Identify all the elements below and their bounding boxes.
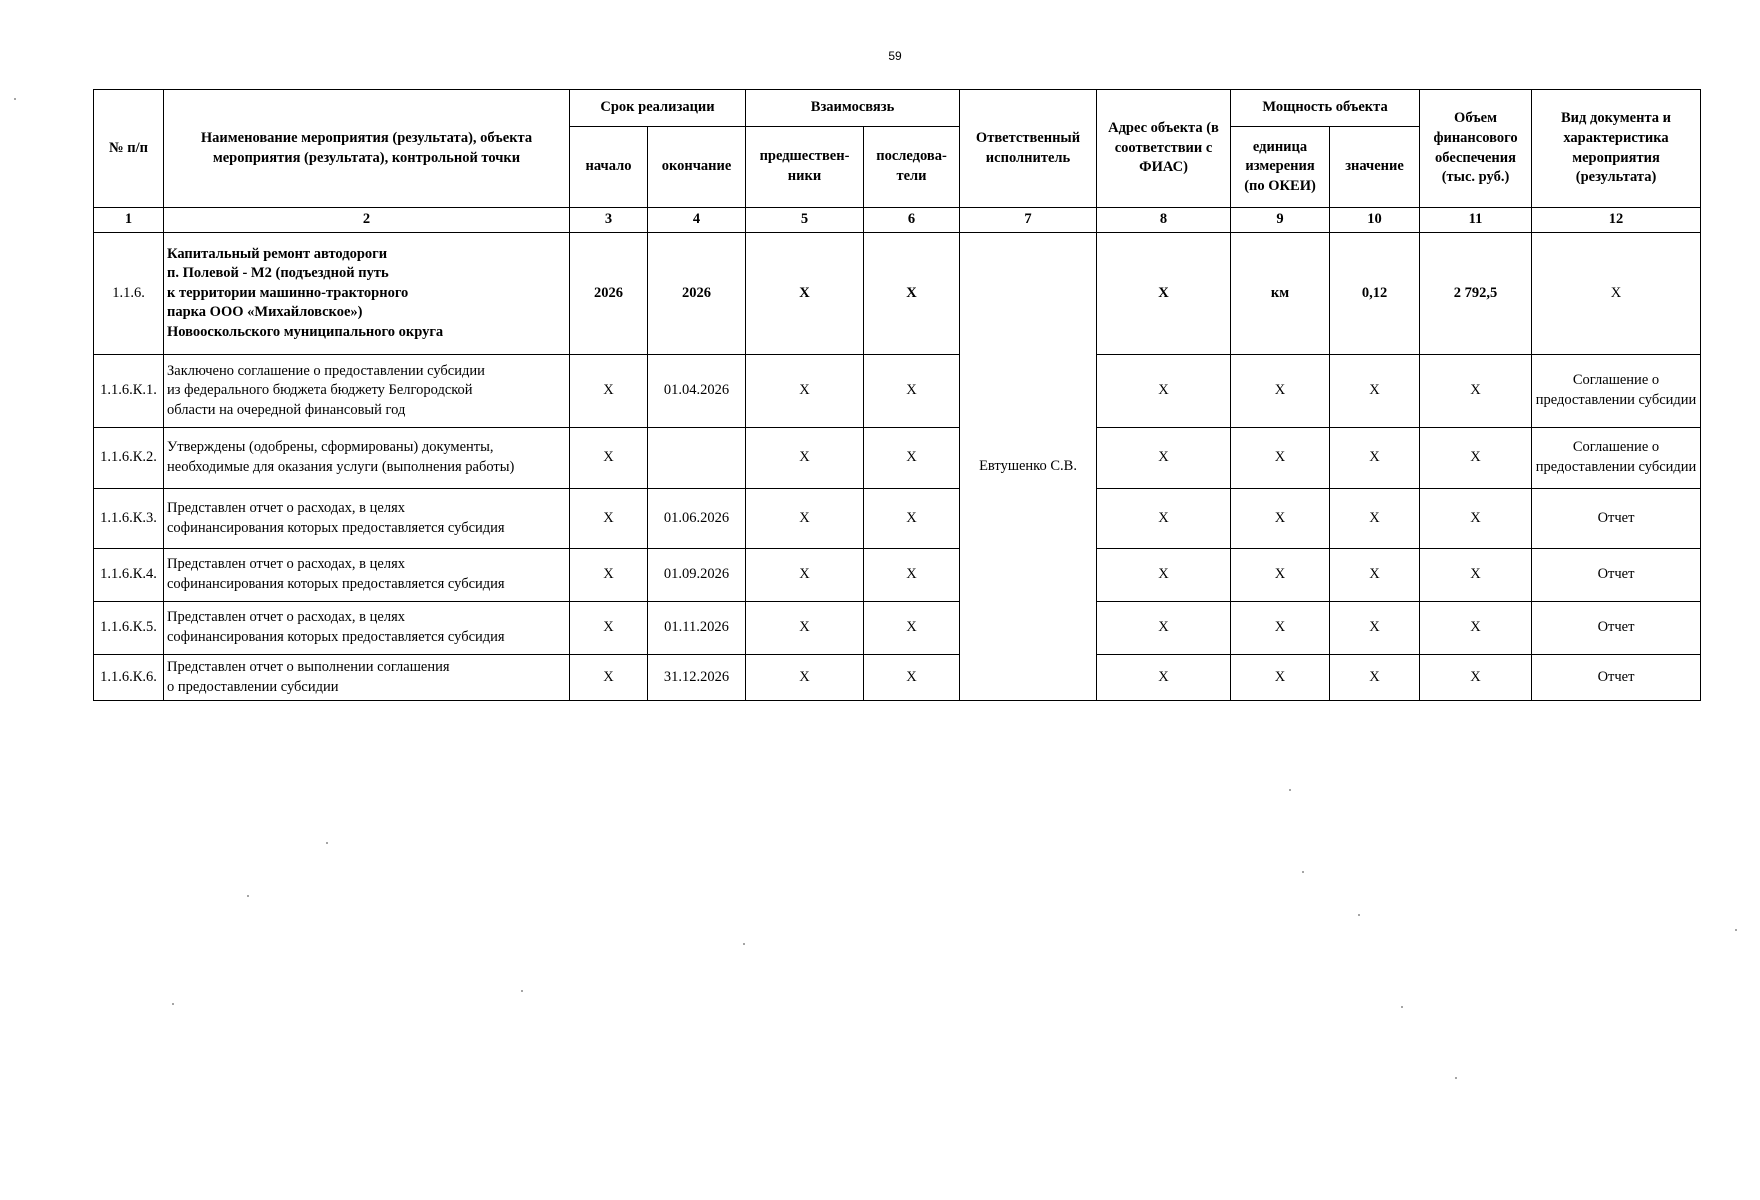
table-row [94, 233, 1701, 355]
header-capacity: Мощность объекта [1231, 90, 1420, 127]
row-value: 0,12 [1330, 233, 1420, 355]
row-num: 1.1.6.К.4. [94, 549, 164, 602]
row-address: X [1097, 549, 1231, 602]
row-start: X [570, 549, 648, 602]
header-term: Срок реализации [570, 90, 746, 127]
row-name-line: Представлен отчет о расходах, в целях [167, 556, 405, 573]
row-name [164, 489, 570, 549]
row-finance: X [1420, 602, 1532, 655]
row-succ: X [864, 233, 960, 355]
row-start: 2026 [570, 233, 648, 355]
row-value: X [1330, 655, 1420, 701]
row-end: 01.09.2026 [648, 549, 746, 602]
row-end [648, 428, 746, 489]
column-number: 7 [960, 208, 1097, 233]
row-unit: X [1231, 602, 1330, 655]
row-doc: Отчет [1532, 549, 1701, 602]
row-pred: X [746, 655, 864, 701]
row-succ: X [864, 428, 960, 489]
row-name-line: п. Полевой - М2 (подъездной путь [167, 265, 389, 282]
row-value: X [1330, 489, 1420, 549]
responsible-cell: Евтушенко С.В. [960, 233, 1097, 701]
column-number: 6 [864, 208, 960, 233]
row-succ: X [864, 489, 960, 549]
column-numbers-row [94, 208, 1701, 233]
header-link-pred: предшествен-ники [746, 127, 864, 208]
row-end: 01.04.2026 [648, 355, 746, 428]
table-row [94, 355, 1701, 428]
header-link-succ: последова-тели [864, 127, 960, 208]
row-num: 1.1.6.К.6. [94, 655, 164, 701]
row-finance: X [1420, 428, 1532, 489]
row-pred: X [746, 549, 864, 602]
row-name-line: софинансирования которых предоставляется субсидия [167, 519, 505, 536]
table-row [94, 602, 1701, 655]
row-pred: X [746, 489, 864, 549]
row-pred: X [746, 428, 864, 489]
column-number: 5 [746, 208, 864, 233]
row-doc: Соглашение о предоставлении субсидии [1532, 428, 1701, 489]
header-term-start: начало [570, 127, 648, 208]
column-number: 3 [570, 208, 648, 233]
row-address: X [1097, 233, 1231, 355]
row-start: X [570, 655, 648, 701]
row-name-line: софинансирования которых предоставляется субсидия [167, 629, 505, 645]
row-finance: 2 792,5 [1420, 233, 1532, 355]
row-unit: X [1231, 355, 1330, 428]
row-name-line: Новооскольского муниципального округа [167, 323, 444, 340]
row-name-line: к территории машинно-тракторного [167, 284, 409, 301]
row-value: X [1330, 355, 1420, 428]
header-name: Наименование мероприятия (результата), объекта мероприятия (результата), контрольной точки [164, 90, 570, 208]
row-num: 1.1.6. [94, 233, 164, 355]
row-doc: Отчет [1532, 602, 1701, 655]
row-name [164, 655, 570, 701]
row-name-line: о предоставлении субсидии [167, 678, 339, 695]
row-name-line: Капитальный ремонт автодороги [167, 245, 388, 262]
row-name-line: Представлен отчет о расходах, в целях [167, 499, 405, 516]
table-row [94, 489, 1701, 549]
row-name-line: Заключено соглашение о предоставлении субсидии [167, 362, 485, 379]
row-name [164, 428, 570, 489]
column-number: 1 [94, 208, 164, 233]
row-value: X [1330, 428, 1420, 489]
header-num: № п/п [94, 90, 164, 208]
row-name-line: Представлен отчет о расходах, в целях [167, 609, 405, 626]
row-start: X [570, 489, 648, 549]
page-number: 59 [888, 49, 902, 63]
row-name-line: необходимые для оказания услуги (выполнения работы) [167, 459, 515, 475]
column-number: 10 [1330, 208, 1420, 233]
row-doc: X [1532, 233, 1701, 355]
row-name-line: парка ООО «Михайловское») [167, 304, 363, 321]
table-row [94, 655, 1701, 701]
row-address: X [1097, 428, 1231, 489]
row-doc: Отчет [1532, 489, 1701, 549]
row-start: X [570, 602, 648, 655]
row-finance: X [1420, 489, 1532, 549]
row-pred: X [746, 233, 864, 355]
row-name-line: из федерального бюджета бюджету Белгородской [167, 382, 473, 399]
row-name [164, 233, 570, 355]
row-finance: X [1420, 549, 1532, 602]
row-succ: X [864, 355, 960, 428]
header-finance: Объем финансового обеспечения (тыс. руб.) [1420, 90, 1532, 208]
column-number: 2 [164, 208, 570, 233]
row-start: X [570, 355, 648, 428]
row-unit: км [1231, 233, 1330, 355]
row-doc: Отчет [1532, 655, 1701, 701]
row-finance: X [1420, 655, 1532, 701]
row-num: 1.1.6.К.1. [94, 355, 164, 428]
row-value: X [1330, 602, 1420, 655]
row-unit: X [1231, 489, 1330, 549]
table-row [94, 428, 1701, 489]
row-name-line: софинансирования которых предоставляется субсидия [167, 576, 505, 592]
header-doc: Вид документа и характеристика мероприятия (результата) [1532, 90, 1701, 208]
row-end: 01.06.2026 [648, 489, 746, 549]
row-doc: Соглашение о предоставлении субсидии [1532, 355, 1701, 428]
row-succ: X [864, 549, 960, 602]
row-name [164, 602, 570, 655]
header-link: Взаимосвязь [746, 90, 960, 127]
row-num: 1.1.6.К.2. [94, 428, 164, 489]
row-end: 2026 [648, 233, 746, 355]
row-succ: X [864, 602, 960, 655]
header-capacity-unit: единица измерения (по ОКЕИ) [1231, 127, 1330, 208]
header-term-end: окончание [648, 127, 746, 208]
row-finance: X [1420, 355, 1532, 428]
row-name [164, 549, 570, 602]
row-pred: X [746, 355, 864, 428]
row-unit: X [1231, 428, 1330, 489]
row-name [164, 355, 570, 428]
row-succ: X [864, 655, 960, 701]
row-unit: X [1231, 655, 1330, 701]
row-num: 1.1.6.К.5. [94, 602, 164, 655]
column-number: 11 [1420, 208, 1532, 233]
column-number: 8 [1097, 208, 1231, 233]
header-responsible: Ответственный исполнитель [960, 90, 1097, 208]
row-start: X [570, 428, 648, 489]
row-unit: X [1231, 549, 1330, 602]
row-num: 1.1.6.К.3. [94, 489, 164, 549]
row-end: 01.11.2026 [648, 602, 746, 655]
row-pred: X [746, 602, 864, 655]
row-address: X [1097, 602, 1231, 655]
column-number: 12 [1532, 208, 1701, 233]
row-address: X [1097, 355, 1231, 428]
row-value: X [1330, 549, 1420, 602]
column-number: 4 [648, 208, 746, 233]
table-row [94, 549, 1701, 602]
plan-table [93, 89, 1701, 701]
row-name-line: Утверждены (одобрены, сформированы) документы, [167, 439, 494, 456]
header-capacity-value: значение [1330, 127, 1420, 208]
row-address: X [1097, 655, 1231, 701]
header-address: Адрес объекта (в соответствии с ФИАС) [1097, 90, 1231, 208]
row-address: X [1097, 489, 1231, 549]
row-name-line: области на очередной финансовый год [167, 401, 406, 418]
row-end: 31.12.2026 [648, 655, 746, 701]
row-name-line: Представлен отчет о выполнении соглашения [167, 658, 450, 675]
column-number: 9 [1231, 208, 1330, 233]
